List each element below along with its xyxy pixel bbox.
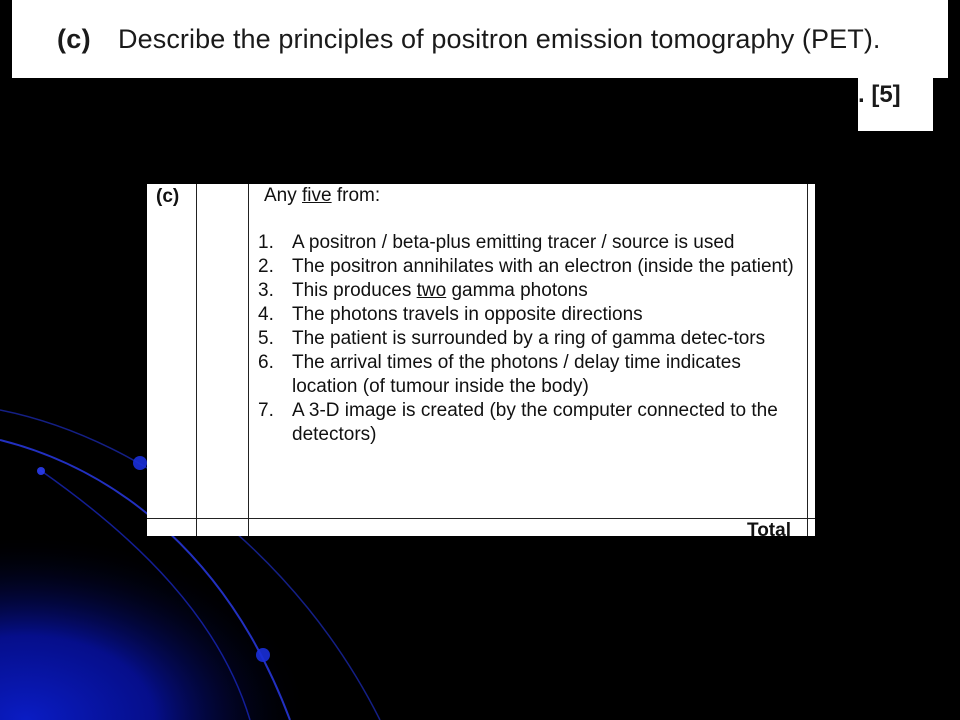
point-text: The patient is surrounded by a ring of gamma detec-tors — [292, 328, 766, 349]
answer-part-label: (c) — [156, 186, 180, 207]
question-strip — [12, 0, 948, 78]
point-text: A 3-D image is created (by the computer connected to the detectors) — [292, 400, 778, 445]
point-number: 4. — [258, 304, 274, 325]
point-text-after: gamma photons — [446, 280, 588, 301]
answer-point-4 — [258, 303, 803, 327]
total-label: Total — [747, 520, 791, 536]
point-text: A positron / beta-plus emitting tracer / source is used — [292, 232, 735, 253]
point-number: 7. — [258, 400, 274, 421]
answer-point-2 — [258, 255, 803, 279]
answer-point-1 — [258, 231, 803, 255]
mark-scheme-table — [147, 184, 815, 536]
answer-point-5 — [258, 327, 803, 351]
answer-instruction — [264, 185, 380, 207]
answer-point-7 — [258, 399, 803, 447]
instruction-prefix: Any — [264, 185, 303, 206]
table-column-divider — [807, 184, 808, 536]
instruction-emphasis: five — [302, 185, 332, 206]
point-number: 5. — [258, 328, 274, 349]
table-row-divider — [147, 518, 815, 519]
table-column-divider — [248, 184, 249, 536]
point-number: 3. — [258, 280, 274, 301]
point-number: 6. — [258, 352, 274, 373]
answer-point-3 — [258, 279, 803, 303]
point-text: The arrival times of the photons / delay time indicates location (of tumour inside the body) — [292, 352, 741, 397]
point-text: The positron annihilates with an electron (inside the patient) — [292, 256, 794, 277]
marks-label: . [5] — [858, 81, 901, 108]
question-part-label: (c) — [57, 24, 91, 54]
point-number: 1. — [258, 232, 274, 253]
answer-point-6 — [258, 351, 803, 399]
point-text-before: This produces — [292, 280, 417, 301]
point-text: The photons travels in opposite directions — [292, 304, 643, 325]
answer-points-list — [258, 231, 803, 447]
table-column-divider — [196, 184, 197, 536]
question-text: Describe the principles of positron emission tomography (PET). — [118, 24, 881, 54]
point-text-emphasis: two — [416, 280, 447, 301]
marks-box — [858, 78, 933, 131]
point-number: 2. — [258, 256, 274, 277]
instruction-suffix: from: — [331, 185, 381, 206]
